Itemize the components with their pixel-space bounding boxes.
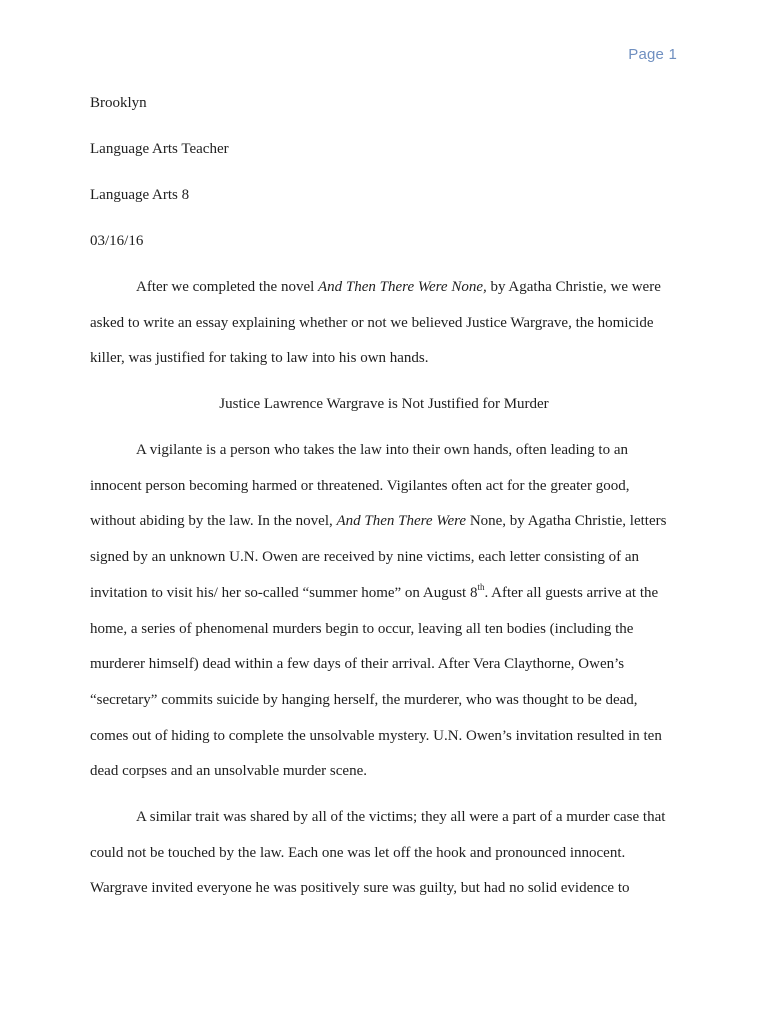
paragraph-line: could not be touched by the law. Each one was let off the hook and pronounced innocent. — [90, 845, 626, 861]
teacher-name: Language Arts Teacher — [90, 141, 229, 157]
paragraph-line: innocent person becoming harmed or threatened. Vigilantes often act for the greater good, — [90, 478, 630, 494]
paragraph-line — [90, 512, 666, 530]
intro-text: After we completed the novel — [136, 279, 319, 295]
paragraph-line: murderer himself) dead within a few days of their arrival. After Vera Claythorne, Owen’s — [90, 656, 625, 672]
paragraph-line: comes out of hiding to complete the unsolvable mystery. U.N. Owen’s invitation resulted in ten — [90, 728, 662, 744]
intro-line-1 — [136, 278, 661, 296]
paragraph-line: Wargrave invited everyone he was positively sure was guilty, but had no solid evidence to — [90, 880, 630, 896]
class-name: Language Arts 8 — [90, 187, 190, 203]
paragraph-line — [90, 584, 658, 602]
page-number: Page 1 — [628, 46, 677, 63]
paragraph-line: “secretary” commits suicide by hanging herself, the murderer, who was thought to be dead, — [90, 692, 638, 708]
intro-text: by Agatha Christie, we were — [486, 279, 661, 295]
novel-title: And Then There Were None, — [318, 279, 487, 295]
paragraph-line: A similar trait was shared by all of the victims; they all were a part of a murder case that — [136, 809, 666, 825]
intro-line-3: killer, was justified for taking to law into his own hands. — [90, 350, 429, 366]
paragraph-text: None, by Agatha Christie, letters — [466, 513, 667, 529]
paragraph-text: without abiding by the law. In the novel, — [90, 513, 337, 529]
student-name: Brooklyn — [90, 95, 147, 111]
paragraph-line: home, a series of phenomenal murders begin to occur, leaving all ten bodies (including the — [90, 621, 634, 637]
novel-title: And Then There Were — [336, 513, 467, 529]
paragraph-text: invitation to visit his/ her so-called “summer home” on August 8 — [90, 585, 478, 601]
essay-title: Justice Lawrence Wargrave is Not Justified for Murder — [219, 396, 549, 412]
intro-line-2: asked to write an essay explaining whether or not we believed Justice Wargrave, the homicide — [90, 315, 654, 331]
date: 03/16/16 — [90, 233, 144, 249]
ordinal-suffix: th — [477, 582, 485, 592]
paragraph-line: signed by an unknown U.N. Owen are received by nine victims, each letter consisting of an — [90, 549, 640, 565]
paragraph-line: dead corpses and an unsolvable murder scene. — [90, 763, 367, 779]
paragraph-line: A vigilante is a person who takes the law into their own hands, often leading to an — [136, 442, 628, 458]
paragraph-text: . After all guests arrive at the — [484, 585, 659, 601]
